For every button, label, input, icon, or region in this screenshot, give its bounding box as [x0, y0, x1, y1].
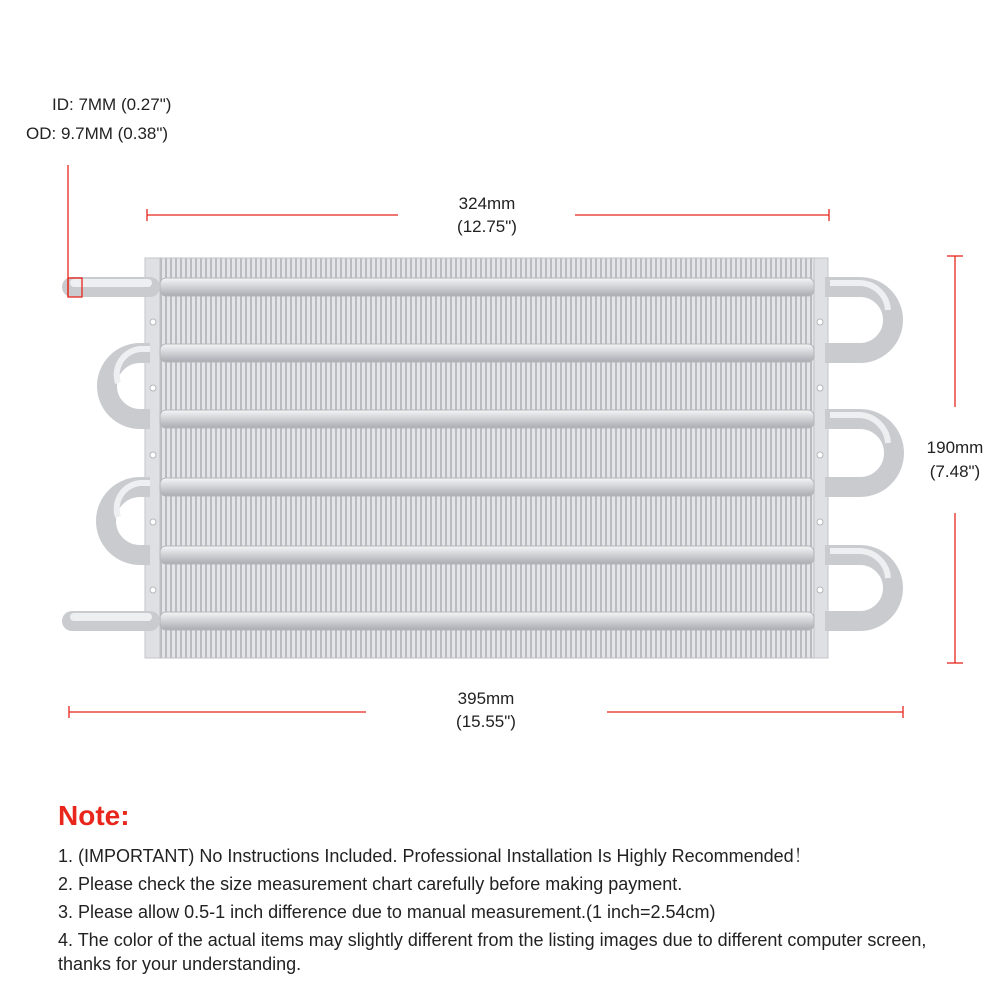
height-in-label: (7.48") [929, 462, 981, 481]
note-item-1: 1. (IMPORTANT) No Instructions Included. Professional Installation Is Highly Recommended！ [58, 846, 812, 866]
overall-width-in-label: (15.55") [456, 712, 516, 731]
note-title: Note: [58, 800, 130, 831]
outer-diameter-label: OD: 9.7MM (0.38") [26, 124, 169, 143]
inner-diameter-label: ID: 7MM (0.27") [52, 95, 172, 114]
note-item-2: 2. Please check the size measurement chart carefully before making payment. [58, 874, 683, 894]
overall-width-mm-label: 395mm [457, 689, 515, 708]
core-width-mm-label: 324mm [458, 194, 516, 213]
cooler-core [160, 258, 814, 658]
note-item-4: 4. The color of the actual items may slightly different from the listing images due to different computer screen, thanks for your understanding. [58, 930, 927, 974]
note-item-3: 3. Please allow 0.5-1 inch difference due to manual measurement.(1 inch=2.54cm) [58, 902, 716, 922]
height-mm-label: 190mm [926, 438, 984, 457]
note-list [58, 842, 973, 976]
core-width-in-label: (12.75") [457, 217, 517, 236]
